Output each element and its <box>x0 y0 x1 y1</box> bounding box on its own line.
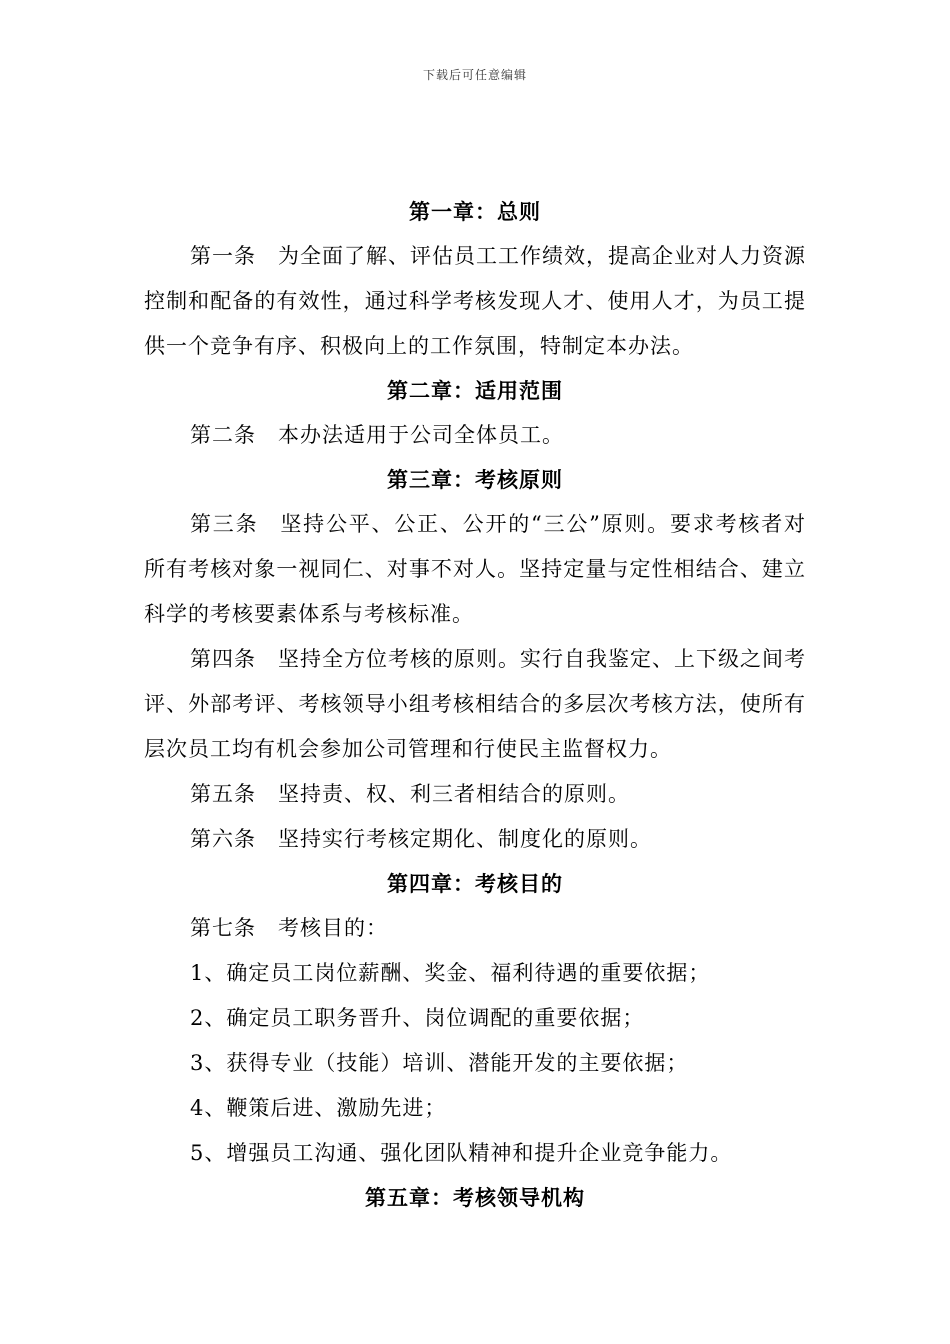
list-item: 2、确定员工职务晋升、岗位调配的重要依据； <box>190 1006 645 1030</box>
article-3 <box>144 502 806 637</box>
article-3-label: 第三条 <box>190 512 259 536</box>
article-6 <box>144 817 806 862</box>
article-6-label: 第六条 <box>190 827 256 851</box>
chapter-4-title: 第四章：考核目的 <box>387 871 563 896</box>
article-7 <box>144 906 806 951</box>
article-5-label: 第五条 <box>190 782 256 806</box>
article-3-text: 坚持公平、公正、公开的“三公”原则。要求考核者对所有考核对象一视同仁、对事不对人。坚持定量与定性相结合、建立科学的考核要素体系与考核标准。 <box>144 512 806 626</box>
article-7-text: 考核目的： <box>278 916 388 940</box>
list-item: 1、确定员工岗位薪酬、奖金、福利待遇的重要依据； <box>190 961 711 985</box>
article-6-text: 坚持实行考核定期化、制度化的原则。 <box>278 827 652 851</box>
chapter-2-title: 第二章：适用范围 <box>387 378 563 403</box>
article-7-label: 第七条 <box>190 916 256 940</box>
article-4-label: 第四条 <box>190 647 256 671</box>
article-1 <box>144 234 806 369</box>
list-item: 5、增强员工沟通、强化团队精神和提升企业竞争能力。 <box>190 1141 733 1165</box>
article-5-text: 坚持责、权、利三者相结合的原则。 <box>278 782 630 806</box>
article-2-text: 本办法适用于公司全体员工。 <box>278 423 564 447</box>
list-item: 4、鞭策后进、激励先进； <box>190 1096 447 1120</box>
article-2 <box>144 413 806 458</box>
header-note: 下载后可任意编辑 <box>422 68 527 82</box>
chapter-1-title: 第一章：总则 <box>409 199 541 224</box>
article-1-text: 为全面了解、评估员工工作绩效，提高企业对人力资源控制和配备的有效性，通过科学考核发现人才、使用人才，为员工提供一个竞争有序、积极向上的工作氛围，特制定本办法。 <box>144 244 806 358</box>
article-5 <box>144 772 806 817</box>
chapter-3-title: 第三章：考核原则 <box>387 467 563 492</box>
article-4 <box>144 637 806 772</box>
document-body <box>144 190 806 1220</box>
article-2-label: 第二条 <box>190 423 256 447</box>
list-item: 3、获得专业（技能）培训、潜能开发的主要依据； <box>190 1051 689 1075</box>
article-1-label: 第一条 <box>190 244 256 268</box>
chapter-5-title: 第五章：考核领导机构 <box>365 1185 585 1210</box>
article-4-text: 坚持全方位考核的原则。实行自我鉴定、上下级之间考评、外部考评、考核领导小组考核相结合的多层次考核方法，使所有层次员工均有机会参加公司管理和行使民主监督权力。 <box>144 647 806 761</box>
